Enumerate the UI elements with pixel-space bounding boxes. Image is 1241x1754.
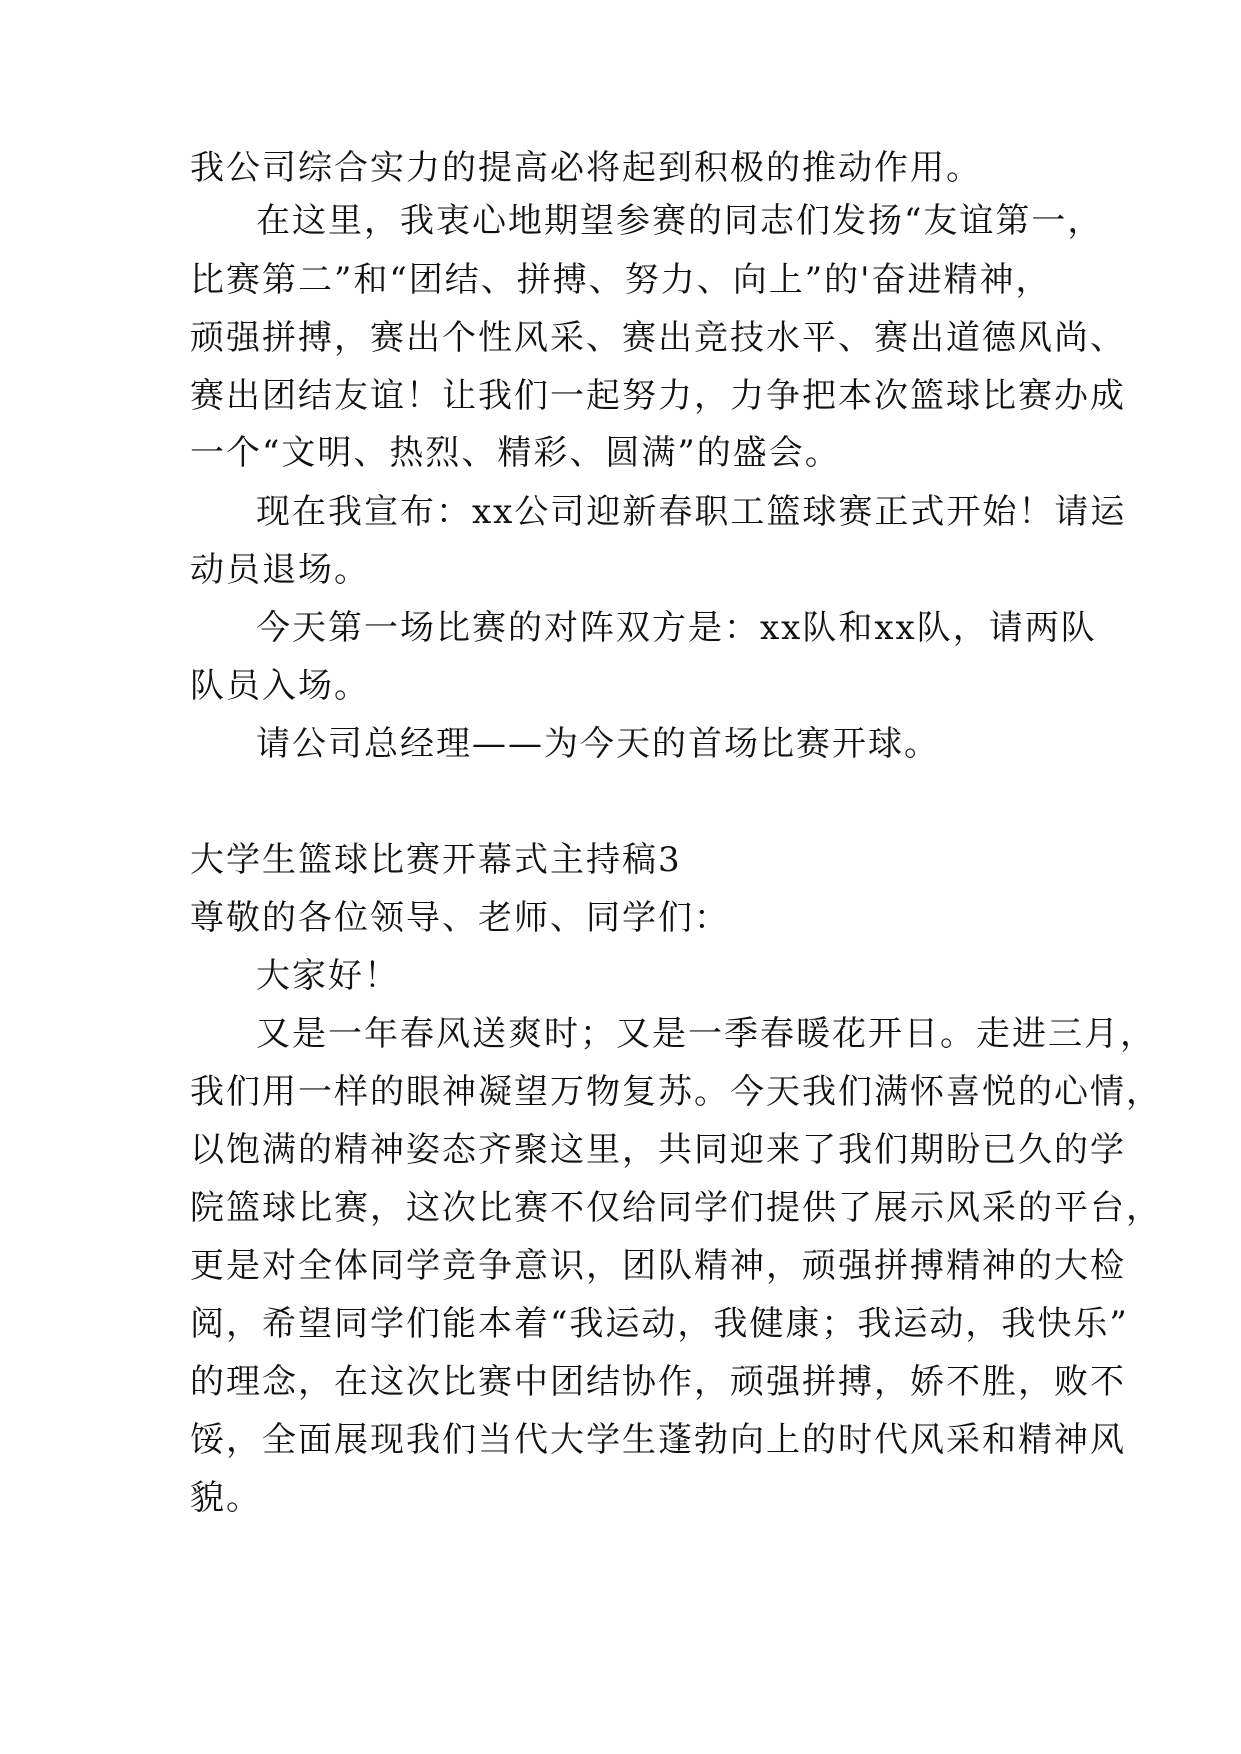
text-line: 我公司综合实力的提高必将起到积极的推动作用。 [190,148,982,188]
text-line: 动员退场。 [190,550,370,590]
text-line: 我们用一样的眼神凝望万物复苏。今天我们满怀喜悦的心情， [190,1072,1162,1112]
greeting: 大家好！ [256,956,400,996]
text-line: 以饱满的精神姿态齐聚这里，共同迎来了我们期盼已久的学 [190,1130,1126,1170]
text-line: 貌。 [190,1478,262,1518]
salutation: 尊敬的各位领导、老师、同学们： [190,898,730,938]
text-line: 阅，希望同学们能本着“我运动，我健康；我运动，我快乐” [190,1304,1129,1344]
text-line: 更是对全体同学竞争意识，团队精神，顽强拼搏精神的大检 [190,1246,1126,1286]
text-line: 现在我宣布：xx公司迎新春职工篮球赛正式开始！请运 [256,492,1127,532]
section-title: 大学生篮球比赛开幕式主持稿3 [190,840,682,880]
text-line: 院篮球比赛，这次比赛不仅给同学们提供了展示风采的平台， [190,1188,1162,1228]
text-line: 比赛第二”和“团结、拼搏、努力、向上”的'奋进精神， [190,260,1052,300]
text-line: 今天第一场比赛的对阵双方是：xx队和xx队，请两队 [256,608,1097,648]
text-line: 的理念，在这次比赛中团结协作，顽强拼搏，娇不胜，败不 [190,1362,1126,1402]
text-line: 请公司总经理——为今天的首场比赛开球。 [256,724,940,764]
text-line: 馁，全面展现我们当代大学生蓬勃向上的时代风采和精神风 [190,1420,1126,1460]
text-line: 又是一年春风送爽时；又是一季春暖花开日。走进三月， [256,1014,1156,1054]
text-line: 一个“文明、热烈、精彩、圆满”的盛会。 [190,433,841,473]
text-line: 在这里，我衷心地期望参赛的同志们发扬“友谊第一， [256,201,1104,241]
text-line: 赛出团结友谊！让我们一起努力，力争把本次篮球比赛办成 [190,376,1126,416]
text-line: 队员入场。 [190,666,370,706]
text-line: 顽强拼搏，赛出个性风采、赛出竞技水平、赛出道德风尚、 [190,318,1126,358]
